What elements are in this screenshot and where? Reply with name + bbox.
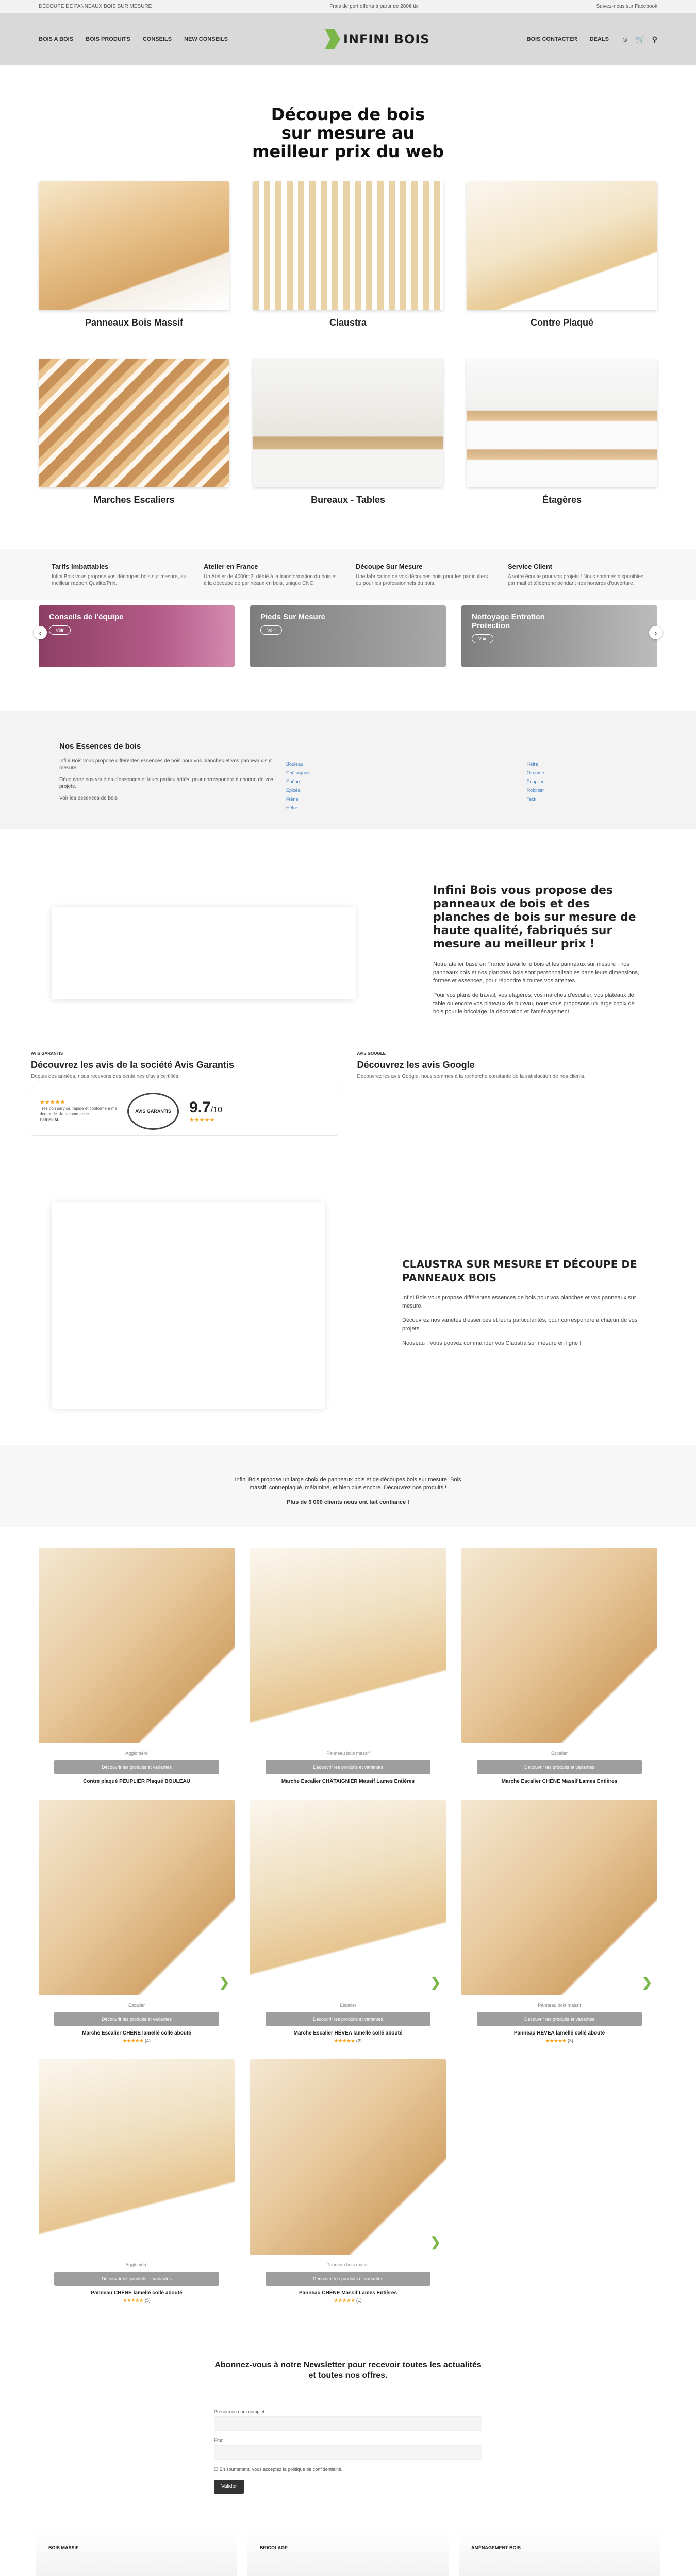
product-card[interactable] — [250, 2059, 446, 2303]
feature-text: Un Atelier de 4000m2, dédié à la transformation du bois et à la découpe de panneaux en bois, unique CNC. — [204, 573, 337, 586]
promo-button[interactable]: Voir — [472, 634, 493, 643]
category-image[interactable] — [467, 181, 657, 310]
promo-button[interactable]: Voir — [260, 625, 282, 635]
essences-text: Infini Bois vous propose différentes essences de bois pour vos planches et vos panneaux sur mesure. — [59, 758, 272, 771]
feature-title: Découpe Sur Mesure — [356, 562, 423, 570]
blog-card[interactable] — [36, 2530, 237, 2576]
feature-title: Service Client — [508, 562, 552, 570]
feature — [204, 563, 340, 587]
review-count: (2) — [356, 2038, 362, 2043]
review-count: (5) — [144, 2298, 151, 2303]
essences-list — [527, 742, 637, 812]
about-title: Infini Bois vous propose des panneaux de bois et des planches de bois sur mesure de haute qualité, fabriqués sur mesure au meilleur prix ! — [433, 884, 636, 951]
reviews-subtitle: Depuis des années, nous recevons des centaines d'avis certifiés. — [31, 1074, 180, 1079]
email-input[interactable] — [214, 2445, 482, 2460]
category-image[interactable] — [467, 359, 657, 487]
category-card[interactable] — [253, 181, 443, 335]
blog-card[interactable] — [247, 2530, 449, 2576]
rating-stars-icon: ★★★★★ — [334, 2038, 355, 2043]
claustra-section — [0, 1197, 696, 1414]
product-card[interactable] — [461, 1800, 657, 2044]
features-strip — [0, 549, 696, 600]
product-category: Panneau bois massif — [326, 2262, 370, 2267]
essences-list — [286, 742, 396, 812]
feature-text: A votre écoute pour vos projets ! Nous sommes disponibles par mail et téléphone pendant nos horaires d'ouverture. — [508, 573, 643, 586]
category-label[interactable]: Claustra — [329, 317, 367, 328]
product-category: Escalier — [551, 1751, 568, 1756]
promo-card[interactable] — [39, 605, 235, 667]
topbar-facebook[interactable]: Suivez-nous sur Facebook — [596, 4, 657, 9]
product-rating — [39, 2298, 235, 2303]
product-rating — [39, 2038, 235, 2044]
product-button[interactable]: Découvrir les produits et variantes — [266, 2272, 430, 2286]
product-card[interactable] — [250, 1548, 446, 1784]
newsletter-title: Abonnez-vous à notre Newsletter pour recevoir toutes les actualités et toutes nos offres. — [214, 2361, 482, 2380]
score-scale: /10 — [210, 1106, 222, 1114]
carousel-next-icon[interactable]: › — [649, 626, 662, 639]
product-grid — [0, 1548, 696, 2303]
newsletter-submit-button[interactable]: Valider — [214, 2480, 244, 2494]
brand-mark-icon: ❯ — [430, 2235, 441, 2249]
consent-checkbox[interactable]: ☐ En soumettant, vous acceptez la politique de confidentialité. — [214, 2467, 343, 2472]
promo-card[interactable] — [250, 605, 446, 667]
product-name[interactable]: Panneau CHÊNE Massif Lames Entières — [299, 2290, 397, 2296]
product-name[interactable]: Marche Escalier CHÊNE lamellé collé abouté — [82, 2030, 191, 2036]
rating-stars-icon: ★★★★★ — [545, 2038, 567, 2043]
category-image[interactable] — [39, 181, 229, 310]
nav-deals[interactable]: DEALS — [589, 36, 609, 42]
user-icon[interactable]: ☺ — [621, 35, 629, 43]
product-image[interactable] — [250, 1548, 446, 1743]
product-name[interactable]: Contre plaqué PEUPLIER Plaqué BOULEAU — [83, 1778, 190, 1784]
essence-link[interactable]: Épicéa — [286, 788, 301, 793]
rating-stars-icon: ★★★★★ — [334, 2298, 355, 2303]
essences-section — [0, 711, 696, 829]
nav-item[interactable]: NEW CONSEILS — [184, 36, 228, 42]
nav-item[interactable]: BOIS PRODUITS — [86, 36, 130, 42]
topbar-left[interactable]: DÉCOUPE DE PANNEAUX BOIS SUR MESURE — [39, 4, 152, 9]
product-button[interactable]: Découvrir les produits et variantes — [266, 2012, 430, 2026]
category-card[interactable] — [467, 359, 657, 513]
main-nav — [39, 36, 228, 42]
hero-title — [0, 65, 696, 181]
name-input[interactable] — [214, 2416, 482, 2431]
header-icons — [621, 35, 657, 44]
google-reviews-block — [357, 1051, 666, 1136]
badge-label: AVIS GARANTIS — [135, 1108, 171, 1114]
feature — [508, 563, 644, 587]
product-button[interactable]: Découvrir les produits et variantes — [477, 2012, 642, 2026]
about-paragraph: Notre atelier basé en France travaille le bois et les panneaux sur mesure : nos panneaux bois et nos planches bois sont personnalisables dans leurs dimensions, formes et essences, pour répondre à toutes vos attentes. — [433, 961, 639, 984]
blog-card[interactable] — [459, 2530, 660, 2576]
claustra-media — [52, 1202, 325, 1409]
product-name[interactable]: Panneau CHÊNE lamellé collé abouté — [91, 2290, 183, 2296]
reviews-tag: AVIS GARANTIS — [31, 1051, 63, 1056]
product-category: Panneau bois massif — [326, 1751, 370, 1756]
product-name[interactable]: Marche Escalier CHÊNE Massif Lames Entières — [501, 1778, 618, 1784]
blog-tag: BRICOLAGE — [260, 2545, 288, 2550]
rating-stars-icon: ★★★★★ — [40, 1099, 65, 1106]
products-intro — [0, 1445, 696, 1527]
essences-title: Nos Essences de bois — [59, 742, 141, 751]
feature-text: Une fabrication de vos découpes bois pour les particuliers ou pour les professionnels du bois. — [356, 573, 488, 586]
feature-title: Atelier en France — [204, 562, 258, 570]
category-grid — [0, 181, 696, 513]
feature-text: Infini Bois vous propose vos découpes bois sur mesure, au meilleur rapport Qualité/Prix. — [52, 573, 187, 586]
score-value: 9.7 — [189, 1099, 211, 1116]
category-card[interactable] — [39, 181, 229, 335]
product-card[interactable] — [461, 1548, 657, 1784]
category-image[interactable] — [253, 359, 443, 487]
product-category: Aggloméré — [125, 2262, 148, 2267]
essence-link[interactable]: Hêtre — [286, 805, 298, 810]
essence-link[interactable]: Peuplier — [526, 779, 544, 784]
category-label[interactable]: Marches Escaliers — [93, 495, 175, 505]
logo-mark-icon — [325, 29, 340, 49]
reviews-section — [0, 1051, 696, 1136]
category-image[interactable] — [39, 359, 229, 487]
essence-link[interactable]: Bouleau — [286, 761, 304, 767]
promo-card[interactable] — [461, 605, 657, 667]
review-count: (4) — [144, 2038, 151, 2043]
nav-item[interactable]: CONSEILS — [142, 36, 172, 42]
product-image[interactable] — [39, 1800, 235, 1995]
category-card[interactable] — [467, 181, 657, 335]
avis-garantis-block — [31, 1051, 339, 1136]
product-rating — [250, 2038, 446, 2044]
promo-title: Conseils de l'équipe — [49, 613, 124, 621]
topbar — [0, 0, 696, 13]
product-image[interactable] — [461, 1800, 657, 1995]
feature-title: Tarifs Imbattables — [52, 562, 109, 570]
product-image[interactable] — [39, 1548, 235, 1743]
right-nav — [527, 35, 657, 44]
about-paragraph: Pour vos plans de travail, vos étagères, vos marches d'escalier, vos plateaux de table ou encore vos plateaux de bureau, nous vous proposons un large choix de bois pour le bricolage, la décoration et l'aménagement. — [433, 992, 635, 1015]
category-label[interactable]: Bureaux - Tables — [311, 495, 385, 505]
product-rating — [250, 2298, 446, 2303]
product-button[interactable]: Découvrir les produits et variantes — [477, 1760, 642, 1774]
logo-text: INFINI BOIS — [343, 32, 430, 46]
category-card[interactable] — [253, 359, 443, 513]
essences-link[interactable]: Voir les essences de bois — [59, 795, 118, 801]
product-button[interactable]: Découvrir les produits et variantes — [266, 1760, 430, 1774]
category-label[interactable]: Panneaux Bois Massif — [85, 317, 184, 328]
product-category: Aggloméré — [125, 1751, 148, 1756]
avis-garantis-widget[interactable] — [31, 1087, 339, 1136]
review-author: Patrick M. — [40, 1117, 59, 1122]
intro-highlight: Plus de 3 000 clients nous ont fait confiance ! — [287, 1499, 409, 1505]
essence-link[interactable]: Robinier — [526, 788, 544, 793]
category-image[interactable] — [253, 181, 443, 310]
about-media — [52, 907, 356, 999]
carousel-prev-icon[interactable]: ‹ — [34, 626, 47, 639]
product-category: Escalier — [339, 2003, 356, 2008]
claustra-title: CLAUSTRA SUR MESURE ET DÉCOUPE DE PANNEAUX BOIS — [402, 1258, 637, 1284]
product-category: Panneau bois massif — [538, 2003, 581, 2008]
promo-button[interactable]: Voir — [49, 625, 71, 635]
product-category: Escalier — [128, 2003, 145, 2008]
name-label: Prénom ou nom complet — [214, 2409, 265, 2414]
newsletter-section — [214, 2303, 482, 2494]
promo-title: Nettoyage Entretien Protection — [472, 613, 545, 630]
product-image[interactable] — [39, 2059, 235, 2255]
hero-line: meilleur prix du web — [252, 142, 444, 161]
about-section — [0, 884, 696, 1015]
essence-link[interactable]: Okoumé — [526, 770, 544, 775]
nav-item[interactable]: BOIS A BOIS — [39, 36, 74, 42]
about-text — [433, 884, 644, 1022]
product-name[interactable]: Panneau HÊVEA lamellé collé abouté — [513, 2030, 605, 2036]
nav-contact[interactable]: BOIS CONTACTER — [526, 36, 577, 42]
essences-intro — [59, 742, 276, 812]
review-text: Très bon service, rapide et conforme à ma demande. Je recommande. — [40, 1106, 117, 1116]
essence-link[interactable]: Châtaignier — [286, 770, 310, 775]
promo-carousel — [0, 600, 696, 667]
claustra-text — [402, 1258, 644, 1353]
category-label[interactable]: Étagères — [542, 495, 582, 505]
category-card[interactable] — [39, 359, 229, 513]
blog-tag: BOIS MASSIF — [48, 2545, 79, 2550]
avis-garantis-badge — [127, 1093, 179, 1130]
product-button[interactable]: Découvrir les produits et variantes — [54, 2012, 219, 2026]
category-label[interactable]: Contre Plaqué — [530, 317, 594, 328]
product-card[interactable] — [39, 1800, 235, 2044]
product-image[interactable] — [250, 1800, 446, 1995]
essences-text: Découvrez nos variétés d'essences et leurs particularités, pour correspondre à chacun de vos projets. — [59, 777, 273, 789]
brand-mark-icon: ❯ — [219, 1976, 229, 1990]
search-icon[interactable]: ⚲ — [652, 35, 657, 43]
product-image[interactable] — [250, 2059, 446, 2255]
email-label: Email — [214, 2438, 226, 2443]
consent-label: En soumettant, vous acceptez la politique de confidentialité. — [219, 2467, 343, 2472]
essence-link[interactable]: Frêne — [286, 796, 299, 802]
essence-link[interactable]: Chêne — [286, 779, 300, 784]
hero-line: Découpe de bois — [271, 105, 425, 124]
review-sample — [40, 1100, 117, 1123]
score-block — [189, 1099, 222, 1123]
brand-mark-icon: ❯ — [430, 1976, 441, 1990]
feature — [356, 563, 492, 587]
reviews-title: Découvrez les avis Google — [357, 1060, 475, 1070]
blog-tag: AMÉNAGEMENT BOIS — [471, 2545, 521, 2550]
review-count: (1) — [356, 2298, 362, 2303]
claustra-paragraph: Infini Bois vous propose différentes essences de bois pour vos planches et vos panneaux sur mesure. — [402, 1295, 636, 1309]
feature — [52, 563, 188, 587]
reviews-tag: AVIS GOOGLE — [357, 1051, 386, 1056]
cart-icon[interactable]: 🛒 — [636, 35, 645, 43]
claustra-paragraph: Nouveau : Vous pouvez commander vos Claustra sur mesure en ligne ! — [402, 1340, 582, 1346]
brand-mark-icon: ❯ — [641, 1976, 652, 1990]
reviews-subtitle: Découvrez les avis Google, nous sommes à la recherche constante de la satisfaction de nos clients. — [357, 1074, 586, 1079]
intro-text: Infini Bois propose un large choix de panneaux bois et de découpes bois sur mesure. Bois massif, contreplaqué, mélaminé, et bien plus encore. Découvrez nos produits ! — [235, 1477, 461, 1491]
header — [0, 13, 696, 65]
topbar-shipping: Frais de port offerts à partir de 280€ ttc — [329, 4, 419, 9]
product-image[interactable] — [461, 1548, 657, 1743]
logo[interactable] — [228, 29, 527, 49]
review-count: (3) — [567, 2038, 573, 2043]
essence-link[interactable]: Teck — [526, 796, 537, 802]
blog-section — [0, 2530, 696, 2576]
rating-stars-icon: ★★★★★ — [123, 2298, 144, 2303]
essence-link[interactable]: Hêtre — [526, 761, 538, 767]
product-button[interactable]: Découvrir les produits et variantes — [54, 1760, 219, 1774]
rating-stars-icon: ★★★★★ — [189, 1117, 215, 1123]
rating-stars-icon: ★★★★★ — [123, 2038, 144, 2043]
product-card[interactable] — [39, 1548, 235, 1784]
claustra-paragraph: Découvrez nos variétés d'essences et leurs particularités, pour correspondre à chacun de vos projets. — [402, 1317, 638, 1332]
product-button[interactable]: Découvrir les produits et variantes — [54, 2272, 219, 2286]
promo-title: Pieds Sur Mesure — [260, 613, 325, 621]
product-rating — [461, 2038, 657, 2044]
product-name[interactable]: Marche Escalier CHÂTAIGNIER Massif Lames Entières — [281, 1778, 415, 1784]
product-name[interactable]: Marche Escalier HÊVEA lamellé collé abouté — [293, 2030, 403, 2036]
product-card[interactable] — [39, 2059, 235, 2303]
hero-line: sur mesure au — [281, 123, 415, 143]
reviews-title: Découvrez les avis de la société Avis Garantis — [31, 1060, 234, 1070]
product-card[interactable] — [250, 1800, 446, 2044]
